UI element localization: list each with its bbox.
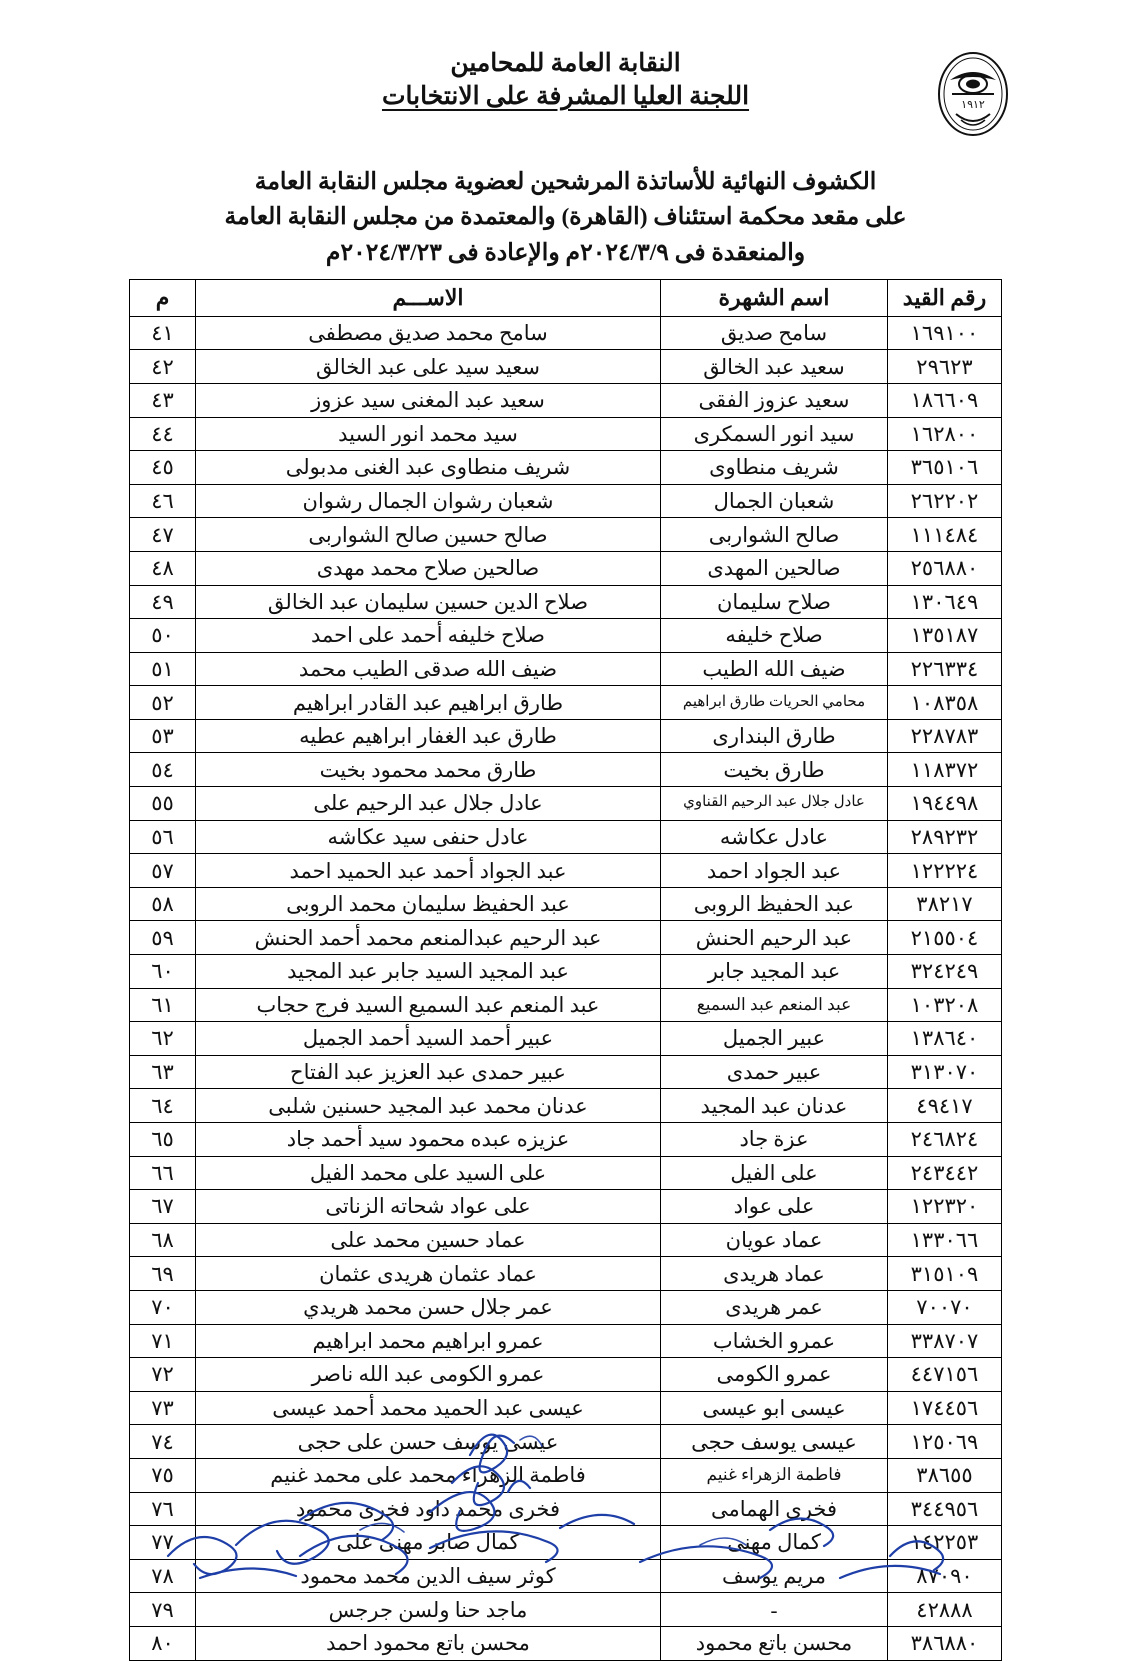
cell-serial: ٧١ [130,1324,196,1358]
cell-full-name: عيسى عبد الحميد محمد أحمد عيسى [196,1391,661,1425]
table-body [130,316,1002,1660]
cell-registration-number: ٣٤٤٩٥٦ [888,1492,1002,1526]
cell-registration-number: ٤٢٨٨٨ [888,1593,1002,1627]
cell-full-name: على عواد شحاته الزناتى [196,1190,661,1224]
cell-registration-number: ٤٤٧١٥٦ [888,1358,1002,1392]
table-row [130,417,1002,451]
cell-serial: ٧٤ [130,1425,196,1459]
cell-full-name: عبد الجواد أحمد عبد الحميد احمد [196,854,661,888]
table-row [130,619,1002,653]
cell-fame-name: شريف منطاوى [661,451,888,485]
column-header-registration: رقم القيد [888,279,1002,316]
table-row [130,1358,1002,1392]
table-row [130,719,1002,753]
cell-full-name: سعيد سيد على عبد الخالق [196,350,661,384]
table-row [130,988,1002,1022]
cell-registration-number: ٣٨٦٨٨٠ [888,1626,1002,1660]
cell-fame-name: عبير حمدى [661,1055,888,1089]
cell-registration-number: ٢٩٦٢٣ [888,350,1002,384]
table-row [130,1324,1002,1358]
cell-fame-name: سعيد عزوز الفقى [661,383,888,417]
cell-fame-name: عبد الجواد احمد [661,854,888,888]
cell-full-name: عبد المنعم عبد السميع السيد فرج حجاب [196,988,661,1022]
cell-registration-number: ٢٦٢٢٠٢ [888,484,1002,518]
cell-serial: ٧٨ [130,1559,196,1593]
cell-registration-number: ١٦٢٨٠٠ [888,417,1002,451]
cell-serial: ٧٧ [130,1526,196,1560]
document-subtitle [60,165,1071,271]
cell-fame-name: عبد الرحيم الحنش [661,921,888,955]
table-row [130,686,1002,720]
cell-registration-number: ٣١٥١٠٩ [888,1257,1002,1291]
cell-serial: ٥١ [130,652,196,686]
cell-serial: ٦٧ [130,1190,196,1224]
cell-full-name: كوثر سيف الدين محمد محمود [196,1559,661,1593]
cell-fame-name: عدنان عبد المجيد [661,1089,888,1123]
cell-serial: ٧٩ [130,1593,196,1627]
cell-full-name: طارق ابراهيم عبد القادر ابراهيم [196,686,661,720]
document-header [60,40,1071,155]
cell-registration-number: ١٢٥٠٦٩ [888,1425,1002,1459]
cell-registration-number: ٣٢٤٢٤٩ [888,955,1002,989]
cell-serial: ٧٠ [130,1290,196,1324]
cell-registration-number: ٤٩٤١٧ [888,1089,1002,1123]
cell-full-name: على السيد على محمد الفيل [196,1156,661,1190]
cell-registration-number: ١٠٣٢٠٨ [888,988,1002,1022]
cell-serial: ٦٨ [130,1223,196,1257]
table-row [130,1391,1002,1425]
table-row [130,585,1002,619]
cell-fame-name: عيسى يوسف حجى [661,1425,888,1459]
table-row [130,1223,1002,1257]
cell-fame-name: عادل عكاشه [661,820,888,854]
cell-full-name: شعبان رشوان الجمال رشوان [196,484,661,518]
cell-fame-name: - [661,1593,888,1627]
cell-full-name: كمال صابر مهنى على [196,1526,661,1560]
cell-fame-name: عبد المجيد جابر [661,955,888,989]
table-row [130,1190,1002,1224]
cell-full-name: سعيد عبد المغنى سيد عزوز [196,383,661,417]
cell-fame-name: عيسى ابو عيسى [661,1391,888,1425]
cell-serial: ٧٥ [130,1458,196,1492]
cell-full-name: عماد حسين محمد على [196,1223,661,1257]
cell-registration-number: ٢٤٣٤٤٢ [888,1156,1002,1190]
table-row [130,787,1002,821]
table-row [130,1123,1002,1157]
cell-full-name: صلاح خليفه أحمد على احمد [196,619,661,653]
cell-serial: ٥٥ [130,787,196,821]
cell-fame-name: عمرو الكومى [661,1358,888,1392]
table-row [130,551,1002,585]
cell-full-name: عماد عثمان هريدى عثمان [196,1257,661,1291]
cell-serial: ٥٩ [130,921,196,955]
table-row [130,316,1002,350]
cell-fame-name: عادل جلال عبد الرحيم القناوي [661,787,888,821]
cell-serial: ٤٢ [130,350,196,384]
cell-fame-name: محامي الحريات طارق ابراهيم [661,686,888,720]
cell-full-name: طارق محمد محمود بخيت [196,753,661,787]
candidates-table [129,279,1002,1661]
cell-registration-number: ١٨٦٦٠٩ [888,383,1002,417]
cell-full-name: عبد الحفيظ سليمان محمد الروبى [196,887,661,921]
cell-fame-name: كمال مهنى [661,1526,888,1560]
cell-registration-number: ٢٥٦٨٨٠ [888,551,1002,585]
cell-fame-name: على الفيل [661,1156,888,1190]
cell-full-name: عبير أحمد السيد أحمد الجميل [196,1022,661,1056]
cell-full-name: عدنان محمد عبد المجيد حسنين شلبى [196,1089,661,1123]
subtitle-line-1: الكشوف النهائية للأساتذة المرشحين لعضوية مجلس النقابة العامة [254,169,877,195]
table-row [130,820,1002,854]
table-row [130,1492,1002,1526]
cell-registration-number: ١٣٠٦٤٩ [888,585,1002,619]
cell-fame-name: صالحين المهدى [661,551,888,585]
table-row [130,1290,1002,1324]
table-row [130,955,1002,989]
table-row [130,1593,1002,1627]
table-row [130,854,1002,888]
subtitle-line-3: والمنعقدة فى ٢٠٢٤/٣/٩م والإعادة فى ٢٠٢٤/٣/٢٣م [325,239,806,266]
cell-registration-number: ٣٣٨٧٠٧ [888,1324,1002,1358]
cell-fame-name: طارق بخيت [661,753,888,787]
table-row [130,1055,1002,1089]
cell-serial: ٦٥ [130,1123,196,1157]
cell-registration-number: ١٢٢٢٢٤ [888,854,1002,888]
cell-fame-name: سيد انور السمكرى [661,417,888,451]
cell-full-name: عبد الرحيم عبدالمنعم محمد أحمد الحنش [196,921,661,955]
cell-full-name: عزيزه عبده محمود سيد أحمد جاد [196,1123,661,1157]
cell-serial: ٦١ [130,988,196,1022]
cell-full-name: طارق عبد الغفار ابراهيم عطيه [196,719,661,753]
cell-full-name: فخرى محمد داود فخرى محمود [196,1492,661,1526]
cell-serial: ٦٦ [130,1156,196,1190]
cell-serial: ٤٩ [130,585,196,619]
cell-registration-number: ١٩٤٤٩٨ [888,787,1002,821]
cell-full-name: صالح حسين صالح الشواربى [196,518,661,552]
cell-fame-name: عبد المنعم عبد السميع [661,988,888,1022]
table-row [130,1257,1002,1291]
cell-serial: ٤٨ [130,551,196,585]
cell-full-name: ماجد حنا ولسن جرجس [196,1593,661,1627]
cell-registration-number: ٣٦٥١٠٦ [888,451,1002,485]
cell-full-name: عمرو ابراهيم محمد ابراهيم [196,1324,661,1358]
cell-fame-name: عمر هريدى [661,1290,888,1324]
cell-fame-name: طارق البندارى [661,719,888,753]
cell-serial: ٦٤ [130,1089,196,1123]
table-row [130,383,1002,417]
cell-full-name: سامح محمد صديق مصطفى [196,316,661,350]
cell-serial: ٤٤ [130,417,196,451]
organization-title: النقابة العامة للمحامين [450,50,681,77]
column-header-serial: م [130,279,196,316]
cell-serial: ٧٢ [130,1358,196,1392]
committee-title: اللجنة العليا المشرفة على الانتخابات [381,83,750,111]
cell-full-name: عادل جلال عبد الرحيم على [196,787,661,821]
cell-registration-number: ٢١٥٥٠٤ [888,921,1002,955]
cell-full-name: عمرو الكومى عبد الله ناصر [196,1358,661,1392]
table-row [130,652,1002,686]
cell-full-name: عمر جلال حسن محمد هريدي [196,1290,661,1324]
cell-serial: ٦٣ [130,1055,196,1089]
table-row [130,1458,1002,1492]
cell-registration-number: ٣٨٦٥٥ [888,1458,1002,1492]
cell-fame-name: على عواد [661,1190,888,1224]
cell-full-name: محسن باتع محمود احمد [196,1626,661,1660]
cell-registration-number: ١٢٢٣٢٠ [888,1190,1002,1224]
cell-registration-number: ١٧٤٤٥٦ [888,1391,1002,1425]
cell-fame-name: صلاح خليفه [661,619,888,653]
table-row [130,350,1002,384]
table-row [130,518,1002,552]
cell-fame-name: عبير الجميل [661,1022,888,1056]
cell-full-name: سيد محمد انور السيد [196,417,661,451]
cell-registration-number: ٢٢٦٣٣٤ [888,652,1002,686]
cell-registration-number: ١٣٨٦٤٠ [888,1022,1002,1056]
cell-registration-number: ٣٨٢١٧ [888,887,1002,921]
cell-full-name: عادل حنفى سيد عكاشه [196,820,661,854]
table-row [130,921,1002,955]
table-row [130,1526,1002,1560]
table-row [130,451,1002,485]
svg-text:١٩١٢: ١٩١٢ [961,99,985,111]
cell-serial: ٥٦ [130,820,196,854]
cell-serial: ٦٩ [130,1257,196,1291]
cell-serial: ٨٠ [130,1626,196,1660]
cell-fame-name: فخرى الهمامى [661,1492,888,1526]
cell-serial: ٥٤ [130,753,196,787]
cell-registration-number: ٣١٣٠٧٠ [888,1055,1002,1089]
cell-registration-number: ١٦٩١٠٠ [888,316,1002,350]
cell-serial: ٤١ [130,316,196,350]
cell-fame-name: محسن باتع محمود [661,1626,888,1660]
cell-fame-name: عماد هريدى [661,1257,888,1291]
cell-full-name: شريف منطاوى عبد الغنى مدبولى [196,451,661,485]
table-header-row [130,279,1002,316]
table-row [130,1425,1002,1459]
table-row [130,887,1002,921]
cell-full-name: ضيف الله صدقى الطيب محمد [196,652,661,686]
table-row [130,1156,1002,1190]
cell-registration-number: ٢٤٦٨٢٤ [888,1123,1002,1157]
cell-serial: ٥٨ [130,887,196,921]
cell-fame-name: فاطمة الزهراء غنيم [661,1458,888,1492]
cell-registration-number: ١١٨٣٧٢ [888,753,1002,787]
cell-serial: ٤٧ [130,518,196,552]
cell-serial: ٧٣ [130,1391,196,1425]
cell-registration-number: ١٣٥١٨٧ [888,619,1002,653]
cell-fame-name: سامح صديق [661,316,888,350]
cell-full-name: عيسى يوسف حسن على حجى [196,1425,661,1459]
table-row [130,1626,1002,1660]
cell-full-name: عبد المجيد السيد جابر عبد المجيد [196,955,661,989]
table-row [130,1559,1002,1593]
cell-full-name: صلاح الدين حسين سليمان عبد الخالق [196,585,661,619]
cell-serial: ٦٢ [130,1022,196,1056]
cell-serial: ٤٣ [130,383,196,417]
column-header-fame-name: اسم الشهرة [661,279,888,316]
table-row [130,753,1002,787]
table-row [130,1089,1002,1123]
cell-fame-name: عبد الحفيظ الروبى [661,887,888,921]
cell-registration-number: ٢٨٩٢٣٢ [888,820,1002,854]
cell-registration-number: ١٠٨٣٥٨ [888,686,1002,720]
cell-fame-name: سعيد عبد الخالق [661,350,888,384]
cell-serial: ٤٦ [130,484,196,518]
cell-serial: ٥٠ [130,619,196,653]
cell-full-name: عبير حمدى عبد العزيز عبد الفتاح [196,1055,661,1089]
cell-fame-name: مريم يوسف [661,1559,888,1593]
cell-registration-number: ١١١٤٨٤ [888,518,1002,552]
cell-registration-number: ١٣٣٠٦٦ [888,1223,1002,1257]
cell-serial: ٦٠ [130,955,196,989]
bar-association-emblem-icon [930,50,1016,138]
cell-fame-name: شعبان الجمال [661,484,888,518]
cell-fame-name: ضيف الله الطيب [661,652,888,686]
table-row [130,1022,1002,1056]
cell-fame-name: صلاح سليمان [661,585,888,619]
table-row [130,484,1002,518]
cell-full-name: فاطمة الزهراء محمد على محمد غنيم [196,1458,661,1492]
cell-registration-number: ١٤٢٢٥٣ [888,1526,1002,1560]
cell-serial: ٧٦ [130,1492,196,1526]
cell-fame-name: عمرو الخشاب [661,1324,888,1358]
cell-registration-number: ٧٠٠٧٠ [888,1290,1002,1324]
cell-fame-name: صالح الشواربى [661,518,888,552]
cell-registration-number: ٢٢٨٧٨٣ [888,719,1002,753]
cell-fame-name: عماد عويان [661,1223,888,1257]
cell-serial: ٥٧ [130,854,196,888]
column-header-name: الاســـم [196,279,661,316]
cell-serial: ٥٢ [130,686,196,720]
cell-full-name: صالحين صلاح محمد مهدى [196,551,661,585]
subtitle-line-2: على مقعد محكمة استئناف (القاهرة) والمعتمدة من مجلس النقابة العامة [224,204,907,231]
cell-serial: ٥٣ [130,719,196,753]
cell-serial: ٤٥ [130,451,196,485]
cell-fame-name: عزة جاد [661,1123,888,1157]
cell-registration-number: ٨٧٠٩٠ [888,1559,1002,1593]
